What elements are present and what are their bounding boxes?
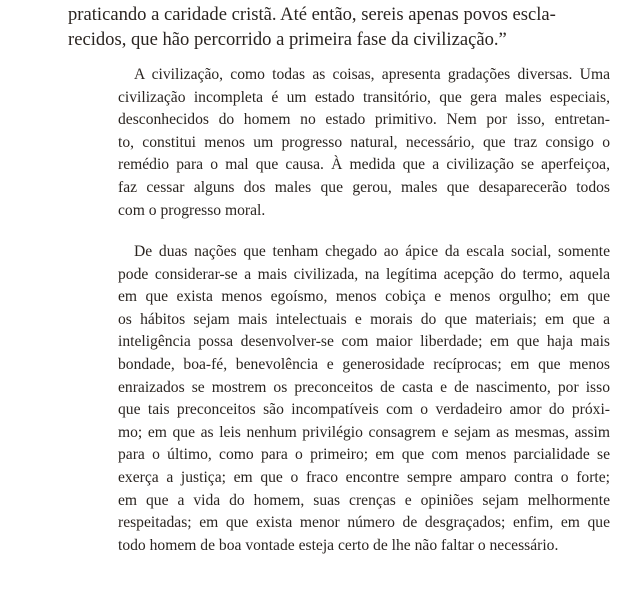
paragraph-line: desconhecidos do homem no estado primitivo. Nem por isso, entretan- bbox=[118, 111, 610, 129]
paragraph-line: os hábitos sejam mais intelectuais e morais do que materiais; em que a bbox=[118, 310, 610, 328]
paragraph-line: para o último, como para o primeiro; em que com menos parcialidade se bbox=[118, 446, 610, 464]
paragraph-line: em que a vida do homem, suas crenças e opiniões sejam melhormente bbox=[118, 491, 610, 509]
paragraph-line: mo; em que as leis nenhum privilégio consagrem e sejam as mesmas, assim bbox=[118, 423, 610, 441]
paragraph-line: A civilização, como todas as coisas, apresenta gradações diversas. Uma bbox=[134, 66, 610, 83]
paragraph-line: respeitadas; em que exista menor número de desgraçados; enfim, em que bbox=[118, 514, 610, 532]
paragraph-line: faz cessar alguns dos males que gerou, males que desaparecerão todos bbox=[118, 178, 610, 196]
paragraph-line: exerça a justiça; em que o fraco encontre sempre amparo contra o forte; bbox=[118, 468, 610, 486]
lead-quote bbox=[68, 2, 608, 52]
paragraph-line: inteligência possa desenvolver-se com maior liberdade; em que haja mais bbox=[118, 333, 610, 351]
paragraph-line: pode considerar-se a mais civilizada, na legítima acepção do termo, aquela bbox=[118, 265, 610, 283]
paragraph-line: remédio para o mal que causa. À medida que a civilização se aperfeiçoa, bbox=[118, 156, 610, 174]
paragraph-most-civilized-nation bbox=[118, 241, 610, 557]
paragraph-civilization-gradations bbox=[118, 64, 610, 222]
paragraph-line: De duas nações que tenham chegado ao ápice da escala social, somente bbox=[134, 243, 610, 260]
paragraph-line: enraizados se mostrem os preconceitos de casta e de nascimento, por isso bbox=[118, 378, 610, 396]
paragraph-line: que tais preconceitos são incompatíveis com o verdadeiro amor do próxi- bbox=[118, 401, 610, 419]
paragraph-line: bondade, boa-fé, benevolência e generosidade recíprocas; em que menos bbox=[118, 355, 610, 373]
lead-quote-line: recidos, que hão percorrido a primeira fase da civilização.” bbox=[68, 29, 507, 50]
paragraph-line: civilização incompleta é um estado transitório, que gera males especiais, bbox=[118, 88, 610, 106]
paragraph-line: com o progresso moral. bbox=[118, 201, 266, 219]
paragraph-line: to, constitui menos um progresso natural, necessário, que traz consigo o bbox=[118, 133, 610, 151]
paragraph-line: todo homem de boa vontade esteja certo de lhe não faltar o necessário. bbox=[118, 536, 559, 554]
paragraph-line: em que exista menos egoísmo, menos cobiça e menos orgulho; em que bbox=[118, 288, 610, 306]
lead-quote-line: praticando a caridade cristã. Até então, sereis apenas povos escla- bbox=[68, 4, 556, 25]
